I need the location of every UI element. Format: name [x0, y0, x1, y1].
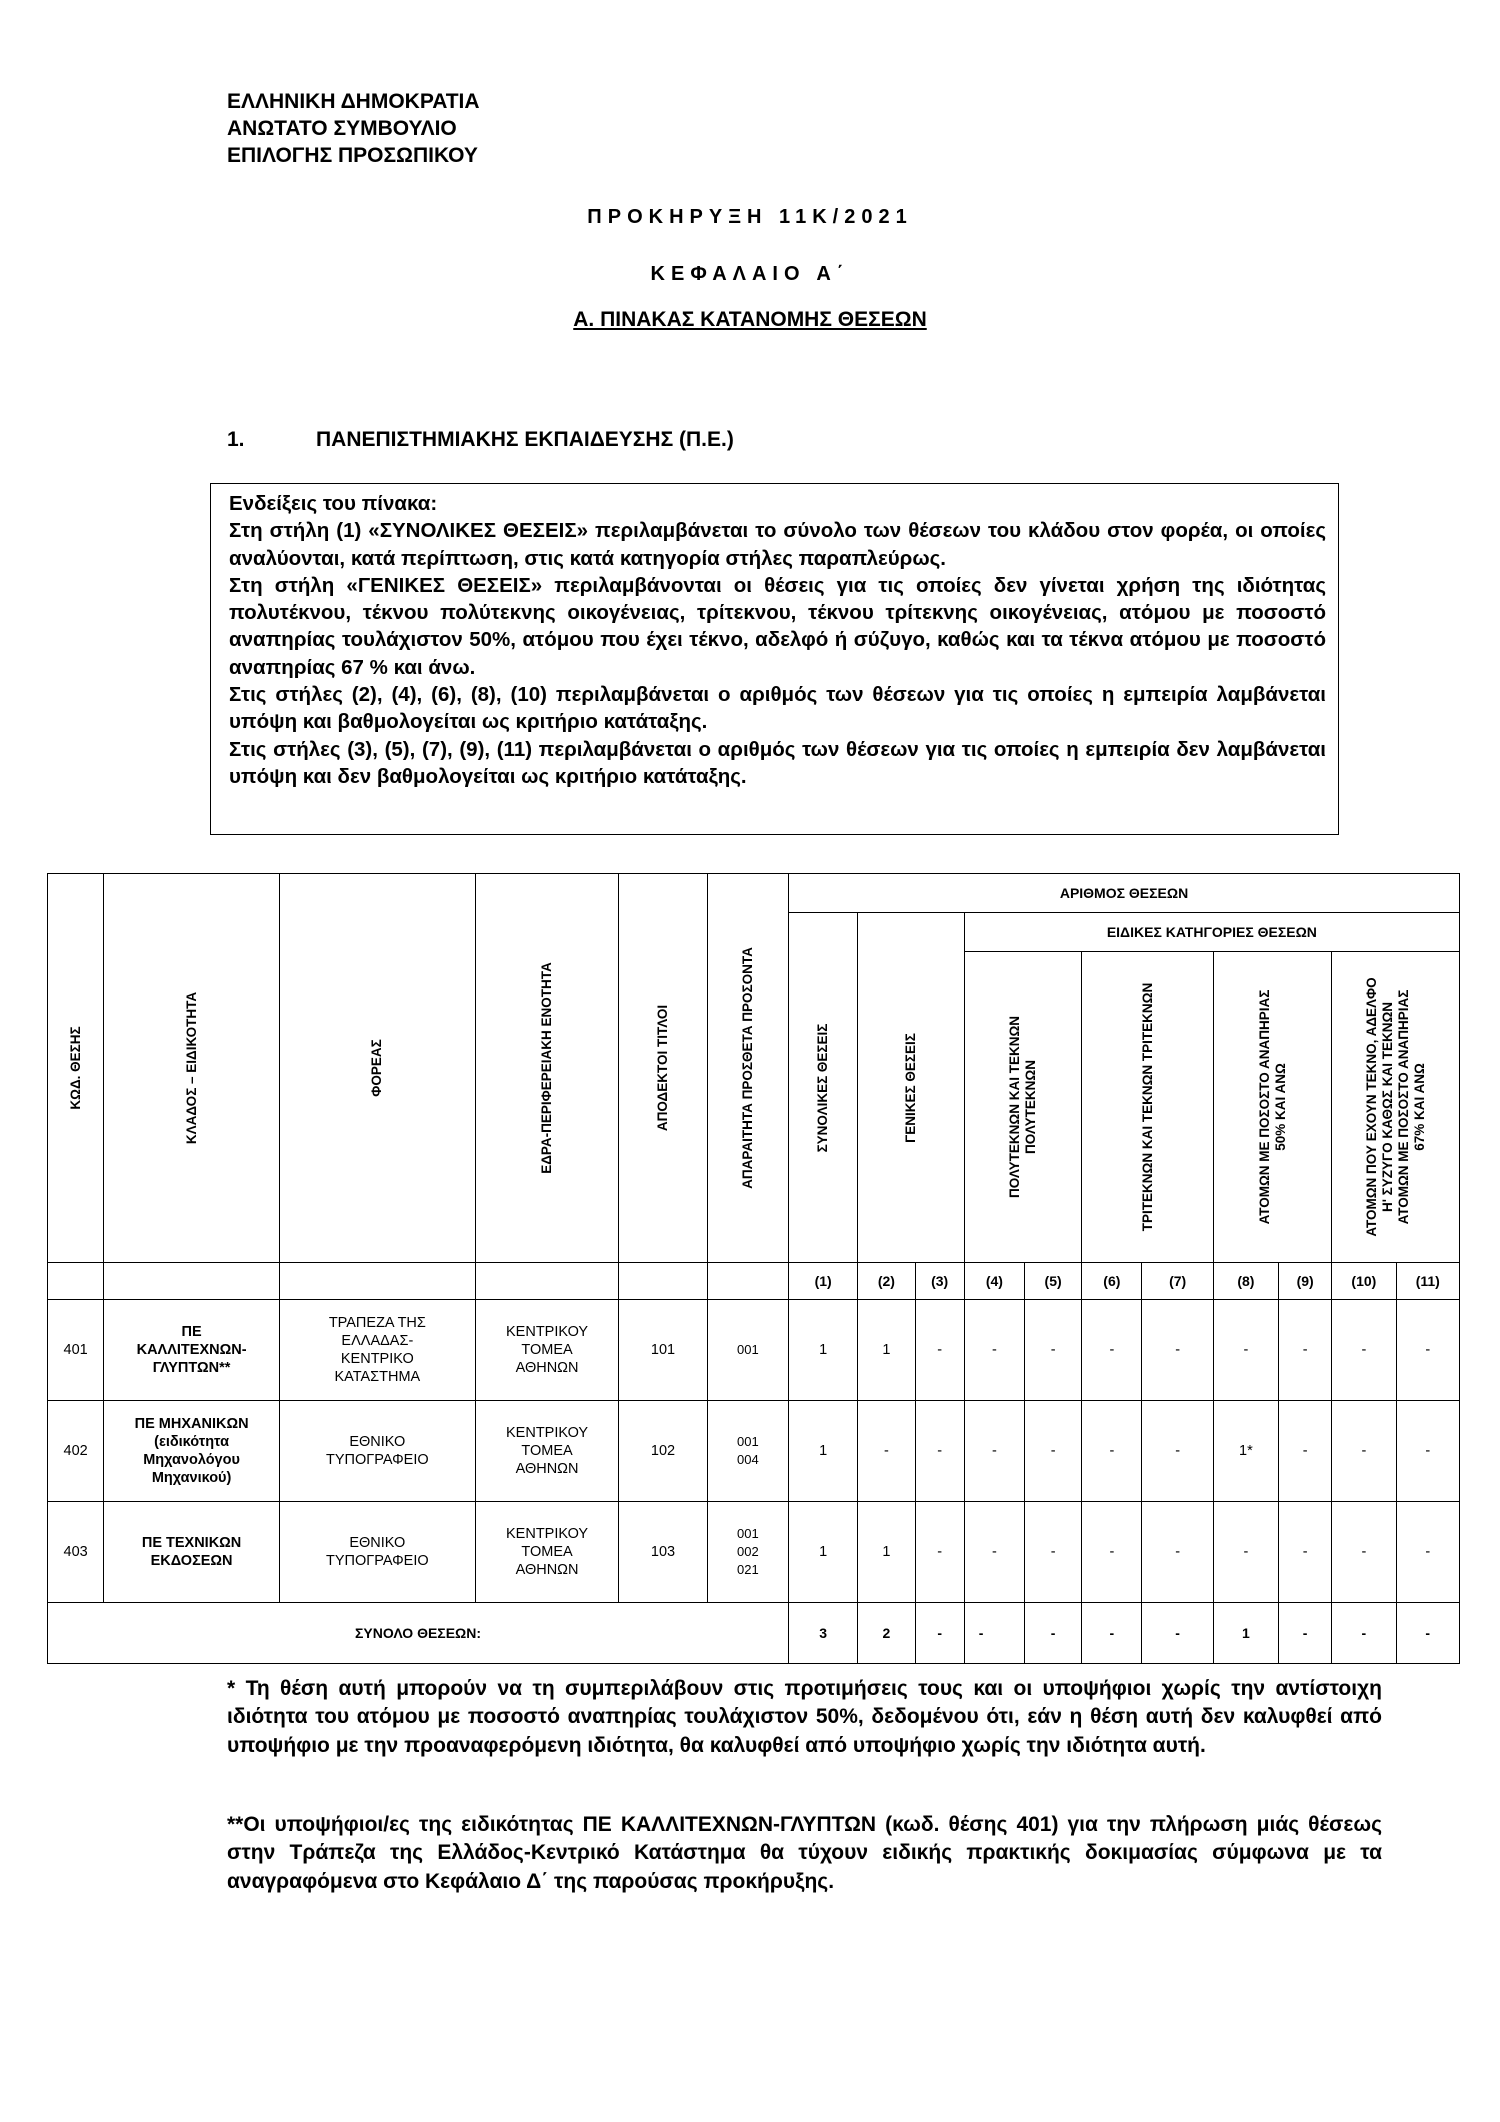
- total-cell: -: [1082, 1603, 1142, 1664]
- total-row: [48, 1603, 1460, 1664]
- header-disability-50: [1213, 952, 1331, 1263]
- column-number: (11): [1396, 1263, 1459, 1300]
- section-heading: [227, 428, 734, 452]
- count-cell: -: [1396, 1502, 1459, 1603]
- header-special-categories: ΕΙΔΙΚΕΣ ΚΑΤΗΓΟΡΙΕΣ ΘΕΣΕΩΝ: [964, 913, 1459, 952]
- table-legend-box: [210, 483, 1339, 835]
- branch-line: (ειδικότητα: [154, 1434, 230, 1450]
- authority-line-2: ΑΝΩΤΑΤΟ ΣΥΜΒΟΥΛΙΟ: [227, 117, 457, 140]
- branch-line: ΠΕ ΜΗΧΑΝΙΚΩΝ: [134, 1416, 249, 1432]
- proclamation-title: ΠΡΟΚΗΡΥΞΗ 11Κ/2021: [587, 206, 913, 228]
- count-cell: 1: [858, 1300, 915, 1401]
- blank-cell: [619, 1263, 707, 1300]
- seat-line: ΚΕΝΤΡΙΚΟΥ: [506, 1425, 589, 1441]
- count-cell: -: [1025, 1502, 1082, 1603]
- agency-cell: [279, 1300, 475, 1401]
- seat-line: ΤΟΜΕΑ: [521, 1544, 573, 1560]
- header-text: ΤΡΙΤΕΚΝΩΝ ΚΑΙ ΤΕΚΝΩΝ ΤΡΙΤΕΚΝΩΝ: [1139, 982, 1155, 1232]
- degrees-cell: 102: [619, 1401, 707, 1502]
- chapter-title: ΚΕΦΑΛΑΙΟ Α΄: [650, 263, 850, 285]
- count-cell: -: [964, 1401, 1024, 1502]
- count-cell: 1: [789, 1401, 858, 1502]
- count-cell: -: [1279, 1401, 1332, 1502]
- header-three-children: [1082, 952, 1214, 1263]
- agency-line: ΚΑΤΑΣΤΗΜΑ: [334, 1369, 421, 1385]
- blank-cell: [104, 1263, 280, 1300]
- header-text: ΠΟΛΥΤΕΚΝΩΝ ΚΑΙ ΤΕΚΝΩΝ ΠΟΛΥΤΕΚΝΩΝ: [1006, 1015, 1038, 1199]
- agency-line: ΤΥΠΟΓΡΑΦΕΙΟ: [326, 1452, 429, 1468]
- positions-table: [47, 873, 1460, 1664]
- count-cell: -: [964, 1300, 1024, 1401]
- branch-line: Μηχανολόγου: [143, 1452, 240, 1468]
- total-cell: 3: [789, 1603, 858, 1664]
- agency-cell: [279, 1401, 475, 1502]
- branch-line: ΠΕ ΤΕΧΝΙΚΩΝ: [141, 1535, 242, 1551]
- count-cell: 1: [789, 1300, 858, 1401]
- total-cell: -: [1025, 1603, 1082, 1664]
- count-cell: -: [1332, 1401, 1396, 1502]
- total-cell: 1: [1213, 1603, 1278, 1664]
- header-number-of-positions: ΑΡΙΘΜΟΣ ΘΕΣΕΩΝ: [789, 874, 1460, 913]
- seat-line: ΑΘΗΝΩΝ: [515, 1360, 579, 1376]
- header-large-families: [964, 952, 1081, 1263]
- position-code: 401: [48, 1300, 104, 1401]
- count-cell: -: [964, 1502, 1024, 1603]
- header-agency: [279, 874, 475, 1263]
- authority-line-3: ΕΠΙΛΟΓΗΣ ΠΡΟΣΩΠΙΚΟΥ: [227, 144, 478, 167]
- header-text: ΣΥΝΟΛΙΚΕΣ ΘΕΣΕΙΣ: [815, 1023, 831, 1152]
- branch-line: ΕΚΔΟΣΕΩΝ: [150, 1553, 233, 1569]
- branch-cell: [104, 1502, 280, 1603]
- column-number: (1): [789, 1263, 858, 1300]
- total-cell: -: [915, 1603, 964, 1664]
- extra-qualifications-cell: [707, 1300, 788, 1401]
- count-cell: -: [1396, 1401, 1459, 1502]
- branch-cell: [104, 1401, 280, 1502]
- total-label: ΣΥΝΟΛΟ ΘΕΣΕΩΝ:: [48, 1603, 789, 1664]
- header-position-code: [48, 874, 104, 1263]
- header-general-positions: [858, 913, 964, 1263]
- header-text: ΚΩΔ. ΘΕΣΗΣ: [67, 1026, 83, 1110]
- column-number: (10): [1332, 1263, 1396, 1300]
- extra-code: 001: [737, 1526, 759, 1541]
- seat-line: ΤΟΜΕΑ: [521, 1443, 573, 1459]
- total-cell: -: [1279, 1603, 1332, 1664]
- blank-cell: [707, 1263, 788, 1300]
- count-cell: 1*: [1213, 1401, 1278, 1502]
- header-degrees: [619, 874, 707, 1263]
- count-cell: -: [1213, 1502, 1278, 1603]
- column-number: (4): [964, 1263, 1024, 1300]
- extra-code: 001: [737, 1434, 759, 1449]
- seat-line: ΚΕΝΤΡΙΚΟΥ: [506, 1324, 589, 1340]
- count-cell: -: [1279, 1502, 1332, 1603]
- column-number: (3): [915, 1263, 964, 1300]
- header-text: ΑΠΑΡΑΙΤΗΤΑ ΠΡΟΣΘΕΤΑ ΠΡΟΣΟΝΤΑ: [739, 947, 755, 1189]
- agency-line: ΤΡΑΠΕΖΑ ΤΗΣ: [328, 1315, 426, 1331]
- issuing-authority: [227, 88, 480, 169]
- table-row: [48, 1300, 1460, 1401]
- extra-qualifications-cell: [707, 1401, 788, 1502]
- position-code: 403: [48, 1502, 104, 1603]
- header-text: ΓΕΝΙΚΕΣ ΘΕΣΕΙΣ: [903, 1032, 919, 1143]
- header-extra-qualifications: [707, 874, 788, 1263]
- header-text: ΦΟΡΕΑΣ: [369, 1039, 385, 1097]
- count-cell: -: [1082, 1300, 1142, 1401]
- footnote-double-star: **Οι υποψήφιοι/ες της ειδικότητας ΠΕ ΚΑΛΛΙΤΕΧΝΩΝ-ΓΛΥΠΤΩΝ (κωδ. θέσης 401) για την πλήρωση μιάς θέσεως στην Τράπεζα της Ελλάδος-Κεντρικό Κατάστημα θα τύχουν ειδικής πρακτικής δοκιμασίας σύμφωνα με τα αναγραφόμενα στο Κεφάλαιο Δ΄ της παρούσας προκήρυξης.: [227, 1813, 1382, 1893]
- count-cell: -: [1332, 1300, 1396, 1401]
- agency-line: ΤΥΠΟΓΡΑΦΕΙΟ: [326, 1553, 429, 1569]
- branch-cell: [104, 1300, 280, 1401]
- count-cell: 1: [858, 1502, 915, 1603]
- header-text: ΑΤΟΜΩΝ ΜΕ ΠΟΣΟΣΤΟ ΑΝΑΠΗΡΙΑΣ 50% ΚΑΙ ΑΝΩ: [1256, 989, 1288, 1225]
- branch-line: ΠΕ: [181, 1324, 202, 1340]
- count-cell: -: [915, 1401, 964, 1502]
- seat-cell: [475, 1300, 619, 1401]
- agency-cell: [279, 1502, 475, 1603]
- total-cell: -: [1142, 1603, 1213, 1664]
- seat-cell: [475, 1401, 619, 1502]
- extra-code: 002: [737, 1544, 759, 1559]
- count-cell: 1: [789, 1502, 858, 1603]
- extra-code: 004: [737, 1452, 759, 1467]
- column-number: (8): [1213, 1263, 1278, 1300]
- blank-cell: [48, 1263, 104, 1300]
- count-cell: -: [1025, 1401, 1082, 1502]
- section-number: 1.: [227, 428, 245, 451]
- count-cell: -: [858, 1401, 915, 1502]
- header-text: ΚΛΑΔΟΣ – ΕΙΔΙΚΟΤΗΤΑ: [183, 991, 199, 1145]
- column-number: (5): [1025, 1263, 1082, 1300]
- total-cell: -: [1396, 1603, 1459, 1664]
- table-title-text: Α. ΠΙΝΑΚΑΣ ΚΑΤΑΝΟΜΗΣ ΘΕΣΕΩΝ: [573, 308, 927, 331]
- position-code: 402: [48, 1401, 104, 1502]
- seat-cell: [475, 1502, 619, 1603]
- count-cell: -: [915, 1502, 964, 1603]
- count-cell: -: [1142, 1300, 1213, 1401]
- seat-line: ΑΘΗΝΩΝ: [515, 1461, 579, 1477]
- degrees-cell: 101: [619, 1300, 707, 1401]
- count-cell: -: [1082, 1401, 1142, 1502]
- branch-line: ΓΛΥΠΤΩΝ**: [152, 1360, 231, 1376]
- total-cell: -: [964, 1603, 1024, 1664]
- seat-line: ΑΘΗΝΩΝ: [515, 1562, 579, 1578]
- count-cell: -: [915, 1300, 964, 1401]
- branch-line: Μηχανικού): [151, 1470, 232, 1486]
- header-branch: [104, 874, 280, 1263]
- branch-line: ΚΑΛΛΙΤΕΧΝΩΝ-: [136, 1342, 247, 1358]
- table-title: [0, 308, 1500, 332]
- count-cell: -: [1082, 1502, 1142, 1603]
- legend-paragraph: Στις στήλες (3), (5), (7), (9), (11) περιλαμβάνεται ο αριθμός των θέσεων για τις οποίες η εμπειρία δεν λαμβάνεται υπόψη και δεν βαθμολογείται ως κριτήριο κατάταξης.: [229, 737, 1326, 788]
- authority-line-1: ΕΛΛΗΝΙΚΗ ΔΗΜΟΚΡΑΤΙΑ: [227, 90, 480, 113]
- total-cell: 2: [858, 1603, 915, 1664]
- header-relatives-67: [1332, 952, 1460, 1263]
- count-cell: -: [1332, 1502, 1396, 1603]
- seat-line: ΤΟΜΕΑ: [521, 1342, 573, 1358]
- extra-code: 001: [737, 1342, 759, 1357]
- degrees-cell: 103: [619, 1502, 707, 1603]
- header-text: ΕΔΡΑ-ΠΕΡΙΦΕΡΕΙΑΚΗ ΕΝΟΤΗΤΑ: [539, 962, 555, 1174]
- blank-cell: [475, 1263, 619, 1300]
- blank-cell: [279, 1263, 475, 1300]
- agency-line: ΚΕΝΤΡΙΚΟ: [340, 1351, 414, 1367]
- table-row: [48, 1401, 1460, 1502]
- column-number: (9): [1279, 1263, 1332, 1300]
- legend-paragraph: Στη στήλη «ΓΕΝΙΚΕΣ ΘΕΣΕΙΣ» περιλαμβάνονται οι θέσεις για τις οποίες δεν γίνεται χρήση της ιδιότητας πολυτέκνου, τέκνου πολύτεκνης οικογένειας, τρίτεκνου, τέκνου τρίτεκνης οικογένειας, ατόμου με ποσοστό αναπηρίας τουλάχιστον 50%, ατόμου που έχει τέκνο, αδελφό ή σύζυγο, καθώς και τα τέκνα ατόμου με ποσοστό αναπηρίας 67 % και άνω.: [229, 573, 1326, 679]
- seat-line: ΚΕΝΤΡΙΚΟΥ: [506, 1526, 589, 1542]
- legend-paragraph: Στη στήλη (1) «ΣΥΝΟΛΙΚΕΣ ΘΕΣΕΙΣ» περιλαμβάνεται το σύνολο των θέσεων του κλάδου στον φορέα, οι οποίες αναλύονται, κατά περίπτωση, στις κατά κατηγορία στήλες παραπλεύρως.: [229, 519, 1326, 570]
- header-seat: [475, 874, 619, 1263]
- legend-heading: Ενδείξεις του πίνακα:: [229, 492, 438, 515]
- agency-line: ΕΘΝΙΚΟ: [349, 1434, 406, 1450]
- table-row: [48, 1502, 1460, 1603]
- column-number: (7): [1142, 1263, 1213, 1300]
- header-text: ΑΤΟΜΩΝ ΠΟΥ ΕΧΟΥΝ ΤΕΚΝΟ, ΑΔΕΛΦΟ Η' ΣΥΖΥΓΟ ΚΑΘΩΣ ΚΑΙ ΤΕΚΝΩΝ ΑΤΟΜΩΝ ΜΕ ΠΟΣΟΣΤΟ ΑΝΑΠΗΡΙΑΣ 67% ΚΑΙ ΑΝΩ: [1363, 977, 1427, 1237]
- count-cell: -: [1279, 1300, 1332, 1401]
- extra-qualifications-cell: [707, 1502, 788, 1603]
- footnote-single-star: * Τη θέση αυτή μπορούν να τη συμπεριλάβουν στις προτιμήσεις τους και οι υποψήφιοι χωρίς την αντίστοιχη ιδιότητα του ατόμου με ποσοστό αναπηρίας τουλάχιστον 50%, δεδομένου ότι, εάν η θέση αυτή δεν καλυφθεί από υποψήφιο με την προαναφερόμενη ιδιότητα, θα καλυφθεί από υποψήφιο χωρίς την ιδιότητα αυτή.: [227, 1677, 1382, 1757]
- agency-line: ΕΛΛΑΔΑΣ-: [341, 1333, 414, 1349]
- count-cell: -: [1142, 1502, 1213, 1603]
- column-number: (6): [1082, 1263, 1142, 1300]
- section-title: ΠΑΝΕΠΙΣΤΗΜΙΑΚΗΣ ΕΚΠΑΙΔΕΥΣΗΣ (Π.Ε.): [316, 428, 734, 451]
- total-cell: -: [1332, 1603, 1396, 1664]
- count-cell: -: [1396, 1300, 1459, 1401]
- agency-line: ΕΘΝΙΚΟ: [349, 1535, 406, 1551]
- legend-paragraph: Στις στήλες (2), (4), (6), (8), (10) περιλαμβάνεται ο αριθμός των θέσεων για τις οποίες η εμπειρία λαμβάνεται υπόψη και βαθμολογείται ως κριτήριο κατάταξης.: [229, 683, 1326, 734]
- count-cell: -: [1213, 1300, 1278, 1401]
- count-cell: -: [1142, 1401, 1213, 1502]
- count-cell: -: [1025, 1300, 1082, 1401]
- column-number: (2): [858, 1263, 915, 1300]
- header-total-positions: [789, 913, 858, 1263]
- header-text: ΑΠΟΔΕΚΤΟΙ ΤΙΤΛΟΙ: [655, 1004, 671, 1132]
- extra-code: 021: [737, 1562, 759, 1577]
